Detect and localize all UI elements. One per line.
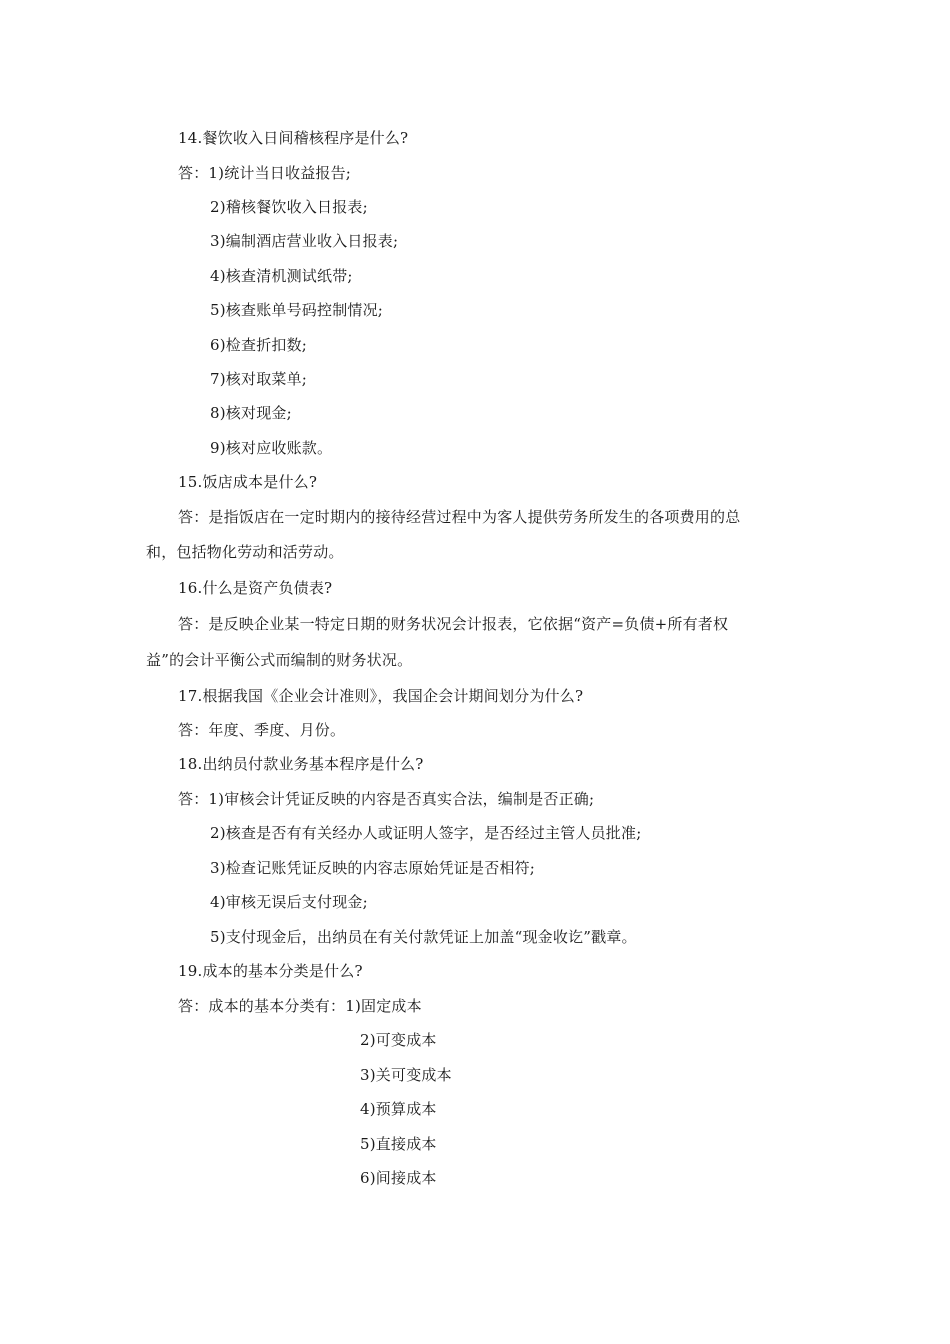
answer-14-item: 5)核查账单号码控制情况;	[210, 301, 384, 319]
answer-19-item: 4)预算成本	[360, 1100, 437, 1118]
question-19: 19.成本的基本分类是什么?	[178, 962, 363, 980]
answer-19-item: 3)关可变成本	[360, 1066, 452, 1084]
answer-14-item: 4)核查清机测试纸带;	[210, 267, 353, 285]
answer-14-item: 3)编制酒店营业收入日报表;	[210, 232, 399, 250]
answer-19-item: 5)直接成本	[360, 1135, 437, 1153]
answer-18-item: 4)审核无误后支付现金;	[210, 893, 368, 911]
answer-19-first: 答：成本的基本分类有：1)固定成本	[178, 997, 422, 1015]
answer-19-item: 2)可变成本	[360, 1031, 437, 1049]
answer-15-line: 和，包括物化劳动和活劳动。	[146, 543, 344, 561]
answer-18-item: 2)核查是否有有关经办人或证明人签字，是否经过主管人员批准;	[210, 824, 642, 842]
question-15: 15.饭店成本是什么?	[178, 473, 318, 491]
question-17: 17.根据我国《企业会计准则》，我国企会计期间划分为什么?	[178, 687, 584, 705]
question-16: 16.什么是资产负债表?	[178, 579, 333, 597]
answer-14-first: 答：1)统计当日收益报告;	[178, 164, 352, 182]
answer-19-item: 6)间接成本	[360, 1169, 437, 1187]
question-14: 14.餐饮收入日间稽核程序是什么?	[178, 129, 409, 147]
answer-18-item: 5)支付现金后，出纳员在有关付款凭证上加盖“现金收讫”戳章。	[210, 928, 637, 946]
answer-14-item: 9)核对应收账款。	[210, 439, 333, 457]
answer-18-item: 3)检查记账凭证反映的内容志原始凭证是否相符;	[210, 859, 536, 877]
answer-18-first: 答：1)审核会计凭证反映的内容是否真实合法，编制是否正确;	[178, 790, 595, 808]
answer-16-line: 答：是反映企业某一特定日期的财务状况会计报表，它依据“资产=负债+所有者权	[178, 615, 729, 633]
question-18: 18.出纳员付款业务基本程序是什么?	[178, 755, 424, 773]
answer-15-line: 答：是指饭店在一定时期内的接待经营过程中为客人提供劳务所发生的各项费用的总	[178, 508, 741, 526]
answer-14-item: 2)稽核餐饮收入日报表;	[210, 198, 368, 216]
answer-17: 答：年度、季度、月份。	[178, 721, 346, 739]
answer-14-item: 8)核对现金;	[210, 404, 292, 422]
answer-16-line: 益”的会计平衡公式而编制的财务状况。	[146, 651, 413, 669]
answer-14-item: 7)核对取菜单;	[210, 370, 308, 388]
answer-14-item: 6)检查折扣数;	[210, 336, 308, 354]
